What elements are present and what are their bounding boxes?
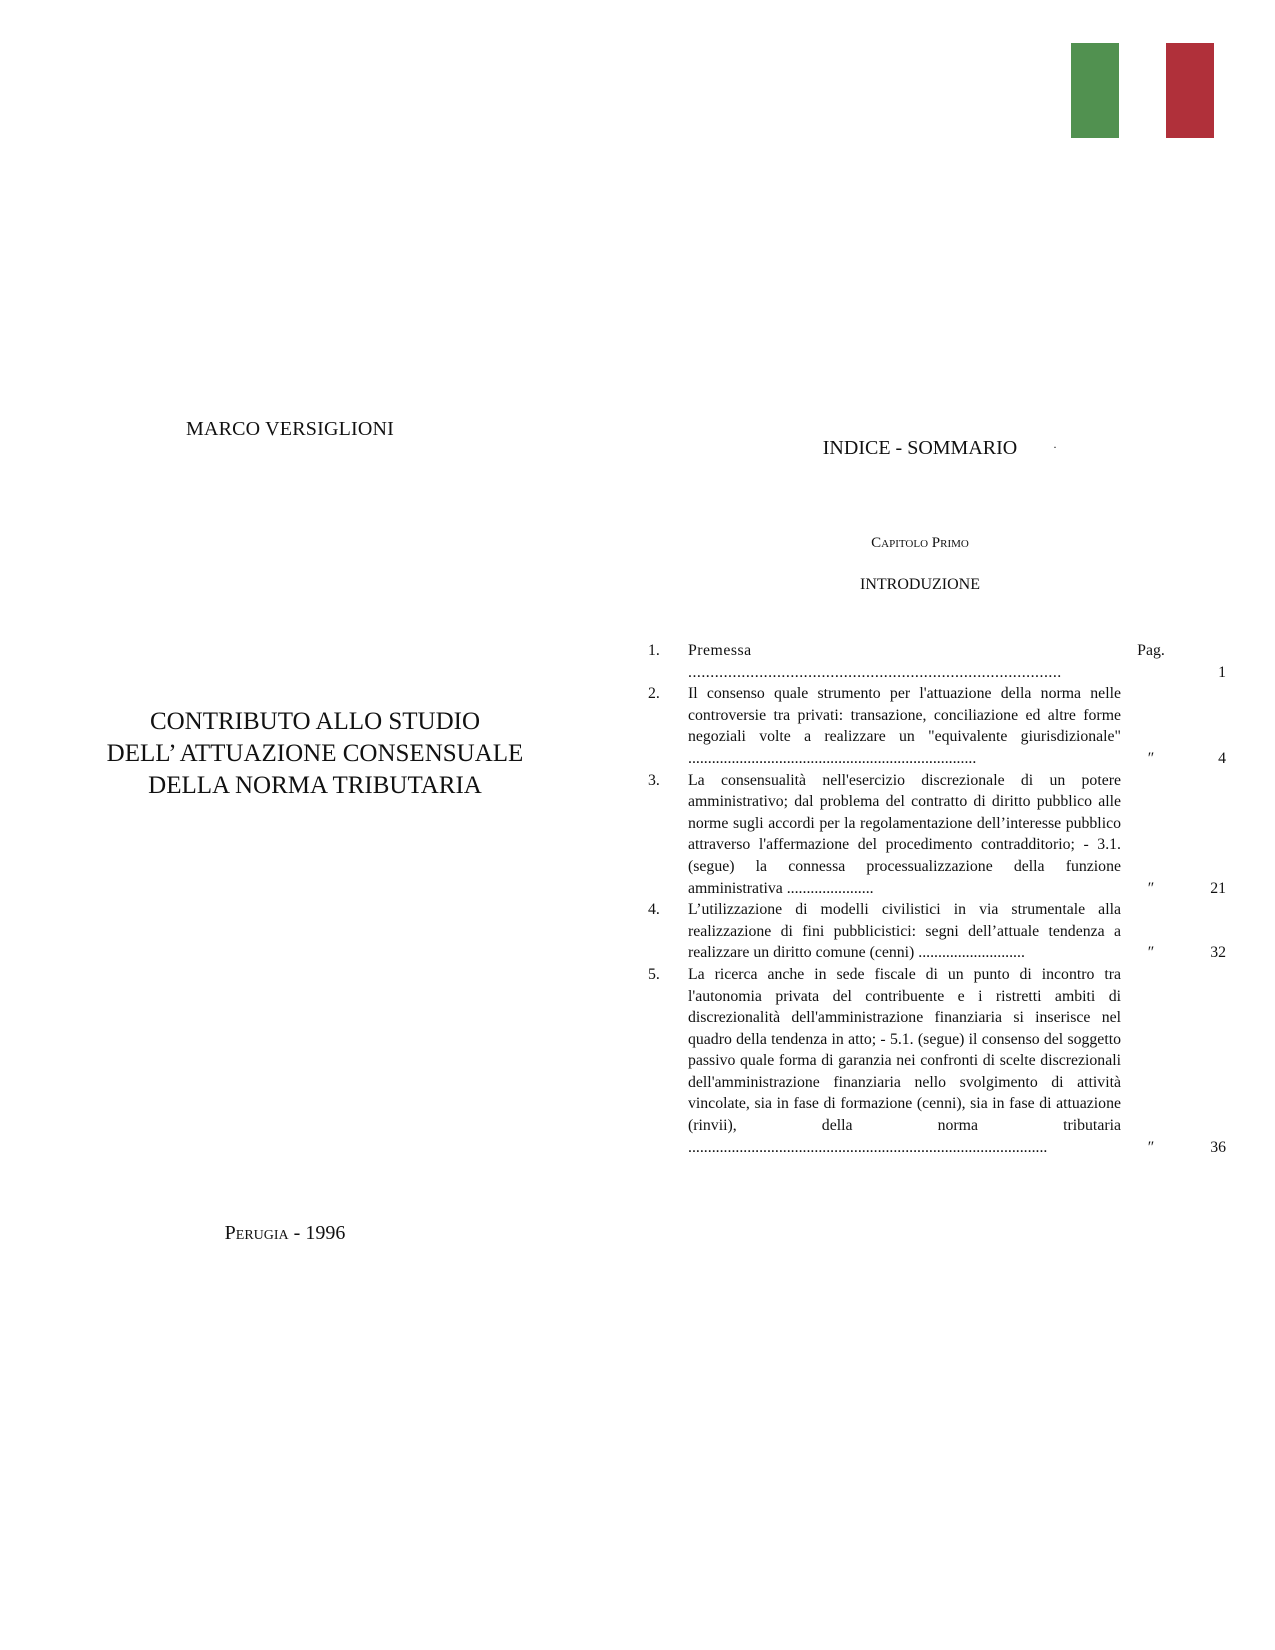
- title-line: DELL’ ATTUAZIONE CONSENSUALE: [106, 740, 524, 767]
- entry-number: 3.: [648, 771, 660, 789]
- entry-text: L’utilizzazione di modelli civilistici in via strumentale alla realizzazione di fini pubblicistici: segni dell’attuale tendenza a realizzare un diritto comune (cenni) ...........................: [688, 901, 1121, 962]
- title-line: CONTRIBUTO ALLO STUDIO: [149, 708, 481, 735]
- chapter-title: INTRODUZIONE: [860, 576, 980, 593]
- ditto-mark: ″: [1147, 879, 1155, 897]
- entry-number: 4.: [648, 901, 660, 919]
- ditto-mark: ″: [1147, 944, 1155, 962]
- entry-text: La consensualità nell'esercizio discrezionale di un potere amministrativo; dal problema del contratto di diritto pubblico alle norme sugli accordi per la regolamentazione dell’interesse pubblico attraverso l'affermazione del procedimento contradditorio; - 3.1. (segue) la connessa processualizzazione della funzione amministrativa ......................: [688, 771, 1121, 897]
- entry-text: La ricerca anche in sede fiscale di un punto di incontro tra l'autonomia privata del contribuente e i ristretti ambiti di discrezionalità dell'amministrazione finanziaria si inserisce nel quadro della tendenza in atto; - 5.1. (segue) il consenso del soggetto passivo quale forma di garanzia nei confronti di scelte discrezionali dell'amministrazione finanziaria nello svolgimento di attività vincolate, sia in fase di formazione (cenni), sia in fase di attuazione (rinvii), della norma tributaria ...........................................................................................: [688, 965, 1121, 1156]
- entry-text: Premessa ....................................................................................: [688, 642, 1062, 681]
- entry-number: 5.: [648, 965, 660, 983]
- chapter-label: Capitolo Primo: [871, 535, 969, 551]
- place-year: Perugia - 1996: [224, 1222, 346, 1244]
- index-title: INDICE - SOMMARIO: [822, 437, 1018, 459]
- entry-number: 2.: [648, 685, 660, 703]
- toc-entry[interactable]: [648, 899, 1228, 964]
- ditto-mark: ″: [1147, 749, 1155, 767]
- toc-entry[interactable]: [648, 683, 1228, 769]
- toc-entry[interactable]: [648, 964, 1228, 1158]
- title-line: DELLA NORMA TRIBUTARIA: [148, 772, 482, 799]
- book-title: [40, 706, 590, 802]
- flag-green-stripe: [1071, 43, 1119, 138]
- ditto-mark: ″: [1147, 1138, 1155, 1156]
- entry-page: 21: [1210, 879, 1226, 897]
- stray-mark: ·: [1053, 440, 1057, 454]
- author-name: MARCO VERSIGLIONI: [185, 418, 395, 440]
- toc-entry[interactable]: [648, 640, 1228, 683]
- flag-red-stripe: [1166, 43, 1214, 138]
- entry-page: 1: [1218, 663, 1226, 681]
- entry-page: 36: [1210, 1138, 1226, 1156]
- entry-number: 1.: [648, 642, 660, 659]
- toc-entry[interactable]: [648, 770, 1228, 900]
- page-mark: Pag.: [1137, 642, 1165, 659]
- entry-page: 4: [1218, 749, 1226, 767]
- entry-text: Il consenso quale strumento per l'attuazione della norma nelle controversie tra privati: transazione, conciliazione ed altre forme negoziali volte a realizzare un "equivalente giurisdizionale" .........................................................................: [688, 685, 1121, 767]
- entry-page: 32: [1210, 944, 1226, 962]
- table-of-contents: [648, 640, 1228, 1158]
